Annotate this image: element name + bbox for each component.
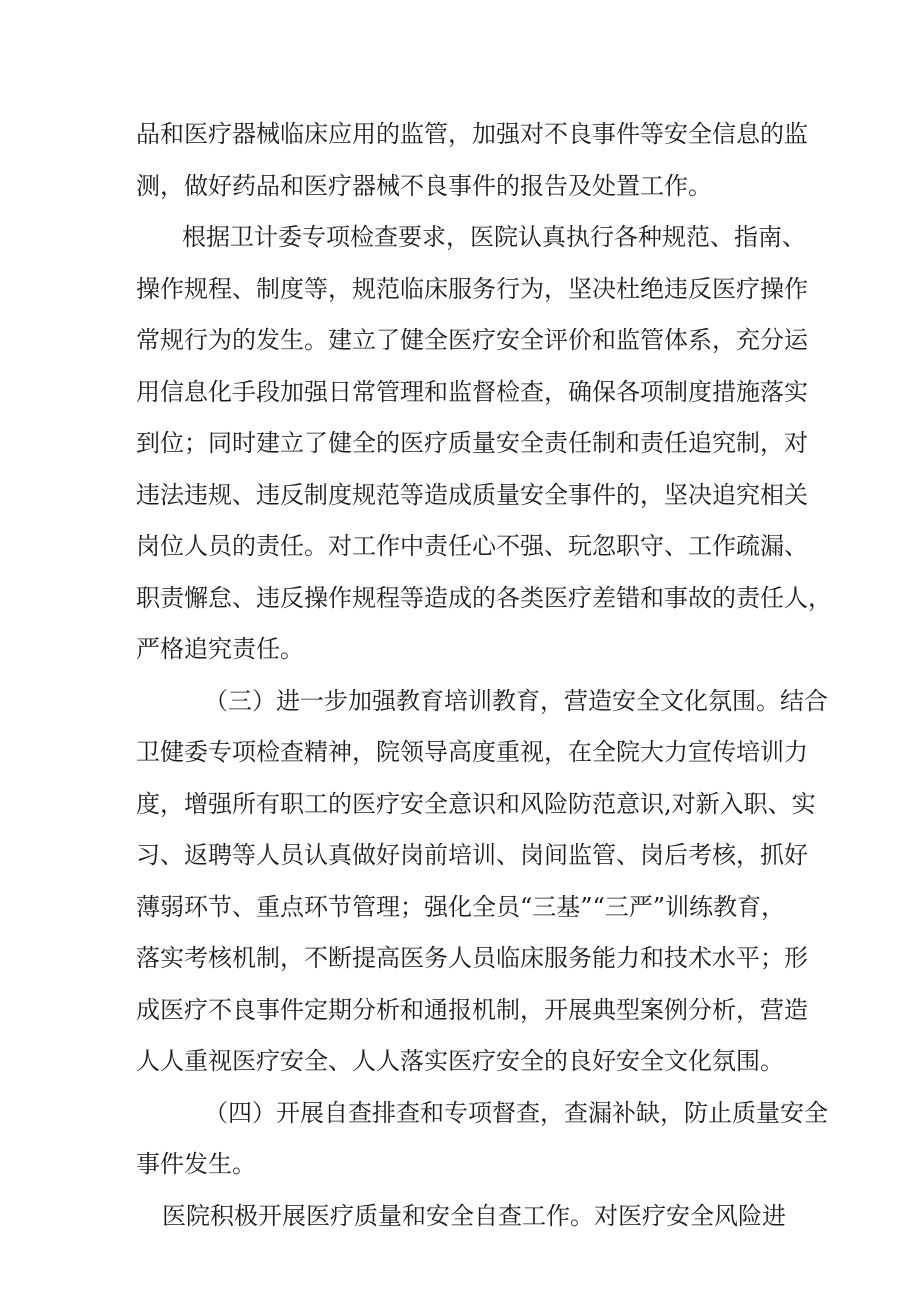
section-heading-line: （四）开展自查排查和专项督查，查漏补缺，防止质量安全 [204,1099,828,1127]
text-line: 度，增强所有职工的医疗安全意识和风险防范意识,对新入职、实 [136,790,816,818]
text-line: 成医疗不良事件定期分析和通报机制，开展典型案例分析，营造 [136,996,808,1024]
text-line: 人人重视医疗安全、人人落实医疗安全的良好安全文化氛围。 [136,1047,784,1075]
section-heading-line: （三）进一步加强教育培训教育，营造安全文化氛围。结合 [204,687,828,715]
text-line: 卫健委专项检查精神，院领导高度重视，在全院大力宣传培训力 [136,738,808,766]
text-line: 岗位人员的责任。对工作中责任心不强、玩忽职守、工作疏漏、 [136,532,808,560]
text-line: 用信息化手段加强日常管理和监督检查，确保各项制度措施落实 [136,378,808,406]
text-line: 常规行为的发生。建立了健全医疗安全评价和监管体系，充分运 [136,326,808,354]
paragraph-start-line: 医院积极开展医疗质量和安全自查工作。对医疗安全风险进 [162,1202,786,1230]
paragraph-start-line: 根据卫计委专项检查要求，医院认真执行各种规范、指南、 [182,223,806,251]
text-line: 到位；同时建立了健全的医疗质量安全责任制和责任追究制，对 [136,429,808,457]
text-line: 品和医疗器械临床应用的监管，加强对不良事件等安全信息的监 [136,120,808,148]
text-line: 测，做好药品和医疗器械不良事件的报告及处置工作。 [136,172,712,200]
text-line: 落实考核机制，不断提高医务人员临床服务能力和技术水平；形 [136,944,808,972]
text-line: 违法违规、违反制度规范等造成质量安全事件的，坚决追究相关 [136,481,808,509]
text-line: 薄弱环节、重点环节管理；强化全员“三基”“三严”训练教育， [136,893,786,921]
text-line: 严格追究责任。 [136,635,304,663]
text-line: 习、返聘等人员认真做好岗前培训、岗间监管、岗后考核，抓好 [136,841,808,869]
text-line: 职责懈怠、违反操作规程等造成的各类医疗差错和事故的责任人， [136,584,832,612]
text-line: 操作规程、制度等，规范临床服务行为，坚决杜绝违反医疗操作 [136,275,808,303]
text-line: 事件发生。 [136,1150,256,1178]
